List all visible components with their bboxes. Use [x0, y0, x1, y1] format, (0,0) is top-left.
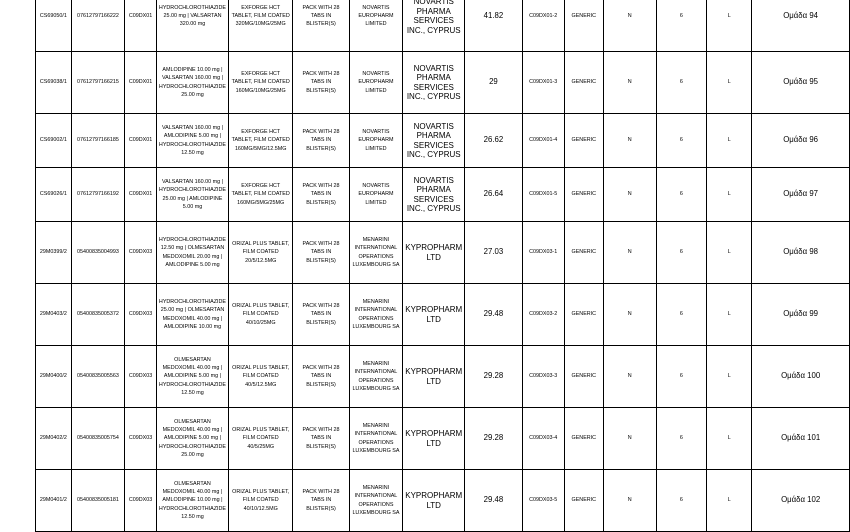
table-row: [36, 168, 850, 222]
level-cell: 6: [656, 52, 707, 114]
atc-code-cell: C09DX01: [125, 114, 157, 168]
group-cell: Ομάδα 96: [752, 114, 850, 168]
price-cell: 26.64: [465, 168, 522, 222]
level-cell: 6: [656, 346, 707, 408]
product-name-cell: ORIZAL PLUS TABLET, FILM COATED 40/10/12.5MG: [229, 470, 293, 532]
marketing-holder-cell: KYPROPHARM LTD: [403, 284, 465, 346]
product-name-cell: EXFORGE HCT TABLET, FILM COATED 160MG/5MG/25MG: [229, 168, 293, 222]
level-cell: 6: [656, 222, 707, 284]
category-cell: L: [707, 114, 752, 168]
active-ingredients-cell: OLMESARTAN MEDOXOMIL 40.00 mg | AMLODIPINE 10.00 mg | HYDROCHLOROTHIAZIDE 12.50 mg: [156, 470, 228, 532]
table-row: [36, 346, 850, 408]
product-code-cell: CS69038/1: [36, 52, 72, 114]
group-cell: Ομάδα 98: [752, 222, 850, 284]
marketing-holder-cell: KYPROPHARM LTD: [403, 470, 465, 532]
barcode-cell: 05400835005563: [71, 346, 124, 408]
barcode-cell: 07612797166192: [71, 168, 124, 222]
product-type-cell: GENERIC: [564, 114, 603, 168]
barcode-cell: 05400835005372: [71, 284, 124, 346]
subgroup-cell: C09DX03-3: [522, 346, 564, 408]
atc-code-cell: C09DX03: [125, 222, 157, 284]
barcode-cell: 07612797166185: [71, 114, 124, 168]
active-ingredients-cell: OLMESARTAN MEDOXOMIL 40.00 mg | AMLODIPINE 5.00 mg | HYDROCHLOROTHIAZIDE 12.50 mg: [156, 346, 228, 408]
table-row: [36, 52, 850, 114]
barcode-cell: 05400835005181: [71, 470, 124, 532]
price-cell: 26.62: [465, 114, 522, 168]
atc-code-cell: C09DX03: [125, 284, 157, 346]
product-type-cell: GENERIC: [564, 0, 603, 52]
pack-description-cell: PACK WITH 28 TABS IN BLISTER(S): [293, 0, 349, 52]
group-cell: Ομάδα 102: [752, 470, 850, 532]
flag-cell: N: [603, 346, 656, 408]
atc-code-cell: C09DX01: [125, 168, 157, 222]
group-cell: Ομάδα 100: [752, 346, 850, 408]
level-cell: 6: [656, 284, 707, 346]
pack-description-cell: PACK WITH 28 TABS IN BLISTER(S): [293, 52, 349, 114]
flag-cell: N: [603, 114, 656, 168]
table-row: [36, 470, 850, 532]
product-type-cell: GENERIC: [564, 470, 603, 532]
table-row: [36, 0, 850, 52]
category-cell: L: [707, 0, 752, 52]
flag-cell: N: [603, 0, 656, 52]
flag-cell: N: [603, 408, 656, 470]
product-name-cell: EXFORGE HCT TABLET, FILM COATED 160MG/10MG/25MG: [229, 52, 293, 114]
manufacturer-cell: MENARINI INTERNATIONAL OPERATIONS LUXEMBOURG SA: [349, 222, 403, 284]
barcode-cell: 05400835004993: [71, 222, 124, 284]
subgroup-cell: C09DX01-3: [522, 52, 564, 114]
flag-cell: N: [603, 222, 656, 284]
active-ingredients-cell: HYDROCHLOROTHIAZIDE 25.00 mg | VALSARTAN 320.00 mg: [156, 0, 228, 52]
product-type-cell: GENERIC: [564, 52, 603, 114]
group-cell: Ομάδα 99: [752, 284, 850, 346]
manufacturer-cell: MENARINI INTERNATIONAL OPERATIONS LUXEMBOURG SA: [349, 284, 403, 346]
product-code-cell: 29M0402/2: [36, 408, 72, 470]
manufacturer-cell: NOVARTIS EUROPHARM LIMITED: [349, 114, 403, 168]
subgroup-cell: C09DX01-5: [522, 168, 564, 222]
category-cell: L: [707, 346, 752, 408]
product-name-cell: ORIZAL PLUS TABLET, FILM COATED 40/5/25MG: [229, 408, 293, 470]
product-code-cell: 29M0401/2: [36, 470, 72, 532]
marketing-holder-cell: NOVARTIS PHARMA SERVICES INC., CYPRUS: [403, 52, 465, 114]
subgroup-cell: C09DX01-2: [522, 0, 564, 52]
subgroup-cell: C09DX03-4: [522, 408, 564, 470]
group-cell: Ομάδα 97: [752, 168, 850, 222]
category-cell: L: [707, 52, 752, 114]
marketing-holder-cell: NOVARTIS PHARMA SERVICES INC., CYPRUS: [403, 168, 465, 222]
category-cell: L: [707, 222, 752, 284]
atc-code-cell: C09DX03: [125, 408, 157, 470]
barcode-cell: 07612797166215: [71, 52, 124, 114]
group-cell: Ομάδα 95: [752, 52, 850, 114]
barcode-cell: 07612797166222: [71, 0, 124, 52]
barcode-cell: 05400835005754: [71, 408, 124, 470]
level-cell: 6: [656, 168, 707, 222]
price-cell: 29: [465, 52, 522, 114]
pack-description-cell: PACK WITH 28 TABS IN BLISTER(S): [293, 284, 349, 346]
active-ingredients-cell: HYDROCHLOROTHIAZIDE 12.50 mg | OLMESARTAN MEDOXOMIL 20.00 mg | AMLODIPINE 5.00 mg: [156, 222, 228, 284]
product-name-cell: ORIZAL PLUS TABLET, FILM COATED 40/5/12.5MG: [229, 346, 293, 408]
marketing-holder-cell: NOVARTIS PHARMA SERVICES INC., CYPRUS: [403, 0, 465, 52]
price-cell: 27.03: [465, 222, 522, 284]
table-row: [36, 222, 850, 284]
subgroup-cell: C09DX01-4: [522, 114, 564, 168]
atc-code-cell: C09DX01: [125, 52, 157, 114]
product-name-cell: ORIZAL PLUS TABLET, FILM COATED 40/10/25MG: [229, 284, 293, 346]
product-code-cell: CS69026/1: [36, 168, 72, 222]
marketing-holder-cell: NOVARTIS PHARMA SERVICES INC., CYPRUS: [403, 114, 465, 168]
manufacturer-cell: NOVARTIS EUROPHARM LIMITED: [349, 52, 403, 114]
product-type-cell: GENERIC: [564, 222, 603, 284]
price-cell: 29.48: [465, 284, 522, 346]
flag-cell: N: [603, 284, 656, 346]
atc-code-cell: C09DX03: [125, 346, 157, 408]
product-code-cell: CS69050/1: [36, 0, 72, 52]
manufacturer-cell: NOVARTIS EUROPHARM LIMITED: [349, 168, 403, 222]
active-ingredients-cell: HYDROCHLOROTHIAZIDE 25.00 mg | OLMESARTAN MEDOXOMIL 40.00 mg | AMLODIPINE 10.00 mg: [156, 284, 228, 346]
price-cell: 29.48: [465, 470, 522, 532]
pack-description-cell: PACK WITH 28 TABS IN BLISTER(S): [293, 114, 349, 168]
category-cell: L: [707, 284, 752, 346]
marketing-holder-cell: KYPROPHARM LTD: [403, 408, 465, 470]
level-cell: 6: [656, 470, 707, 532]
active-ingredients-cell: VALSARTAN 160.00 mg | AMLODIPINE 5.00 mg | HYDROCHLOROTHIAZIDE 12.50 mg: [156, 114, 228, 168]
level-cell: 6: [656, 408, 707, 470]
manufacturer-cell: NOVARTIS EUROPHARM LIMITED: [349, 0, 403, 52]
product-type-cell: GENERIC: [564, 346, 603, 408]
pack-description-cell: PACK WITH 28 TABS IN BLISTER(S): [293, 222, 349, 284]
category-cell: L: [707, 168, 752, 222]
table-row: [36, 408, 850, 470]
product-name-cell: EXFORGE HCT TABLET, FILM COATED 320MG/10MG/25MG: [229, 0, 293, 52]
group-cell: Ομάδα 101: [752, 408, 850, 470]
marketing-holder-cell: KYPROPHARM LTD: [403, 222, 465, 284]
table-row: [36, 284, 850, 346]
product-code-cell: 29M0400/2: [36, 346, 72, 408]
price-cell: 29.28: [465, 346, 522, 408]
product-code-cell: CS69002/1: [36, 114, 72, 168]
level-cell: 6: [656, 0, 707, 52]
flag-cell: N: [603, 470, 656, 532]
product-type-cell: GENERIC: [564, 408, 603, 470]
level-cell: 6: [656, 114, 707, 168]
pack-description-cell: PACK WITH 28 TABS IN BLISTER(S): [293, 346, 349, 408]
drug-price-table: [35, 0, 850, 532]
flag-cell: N: [603, 52, 656, 114]
pack-description-cell: PACK WITH 28 TABS IN BLISTER(S): [293, 168, 349, 222]
manufacturer-cell: MENARINI INTERNATIONAL OPERATIONS LUXEMBOURG SA: [349, 346, 403, 408]
active-ingredients-cell: AMLODIPINE 10.00 mg | VALSARTAN 160.00 mg | HYDROCHLOROTHIAZIDE 25.00 mg: [156, 52, 228, 114]
category-cell: L: [707, 470, 752, 532]
price-cell: 29.28: [465, 408, 522, 470]
pack-description-cell: PACK WITH 28 TABS IN BLISTER(S): [293, 408, 349, 470]
flag-cell: N: [603, 168, 656, 222]
table-row: [36, 114, 850, 168]
category-cell: L: [707, 408, 752, 470]
product-type-cell: GENERIC: [564, 284, 603, 346]
atc-code-cell: C09DX03: [125, 470, 157, 532]
atc-code-cell: C09DX01: [125, 0, 157, 52]
pack-description-cell: PACK WITH 28 TABS IN BLISTER(S): [293, 470, 349, 532]
subgroup-cell: C09DX03-2: [522, 284, 564, 346]
product-code-cell: 29M0399/2: [36, 222, 72, 284]
product-name-cell: EXFORGE HCT TABLET, FILM COATED 160MG/5MG/12.5MG: [229, 114, 293, 168]
product-name-cell: ORIZAL PLUS TABLET, FILM COATED 20/5/12.5MG: [229, 222, 293, 284]
manufacturer-cell: MENARINI INTERNATIONAL OPERATIONS LUXEMBOURG SA: [349, 408, 403, 470]
marketing-holder-cell: KYPROPHARM LTD: [403, 346, 465, 408]
subgroup-cell: C09DX03-1: [522, 222, 564, 284]
active-ingredients-cell: OLMESARTAN MEDOXOMIL 40.00 mg | AMLODIPINE 5.00 mg | HYDROCHLOROTHIAZIDE 25.00 mg: [156, 408, 228, 470]
price-cell: 41.82: [465, 0, 522, 52]
manufacturer-cell: MENARINI INTERNATIONAL OPERATIONS LUXEMBOURG SA: [349, 470, 403, 532]
active-ingredients-cell: VALSARTAN 160.00 mg | HYDROCHLOROTHIAZIDE 25.00 mg | AMLODIPINE 5.00 mg: [156, 168, 228, 222]
group-cell: Ομάδα 94: [752, 0, 850, 52]
subgroup-cell: C09DX03-5: [522, 470, 564, 532]
product-code-cell: 29M0403/2: [36, 284, 72, 346]
product-type-cell: GENERIC: [564, 168, 603, 222]
